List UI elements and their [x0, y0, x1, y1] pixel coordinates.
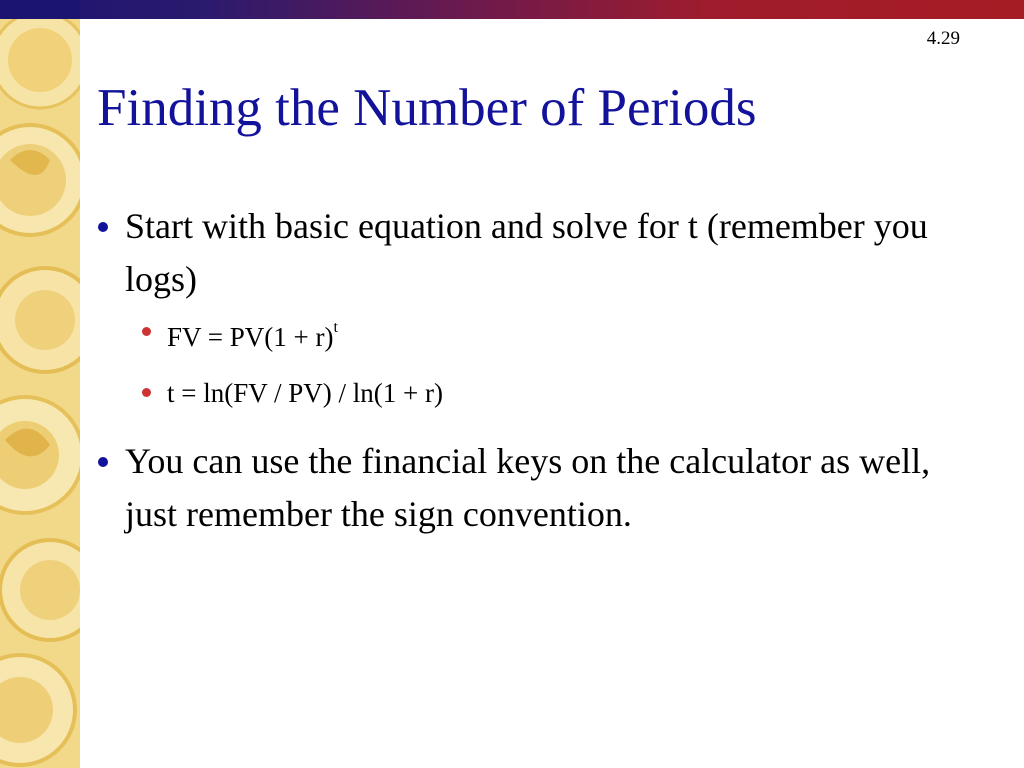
- bullet-item: [96, 200, 976, 306]
- exponent-text: t: [333, 319, 338, 336]
- bullet-dot-icon: [98, 457, 108, 467]
- sub-bullet-dot-icon: [142, 388, 151, 397]
- slide-content: [96, 200, 976, 541]
- bullet-text: Start with basic equation and solve for t (remember you logs): [125, 206, 928, 299]
- bullet-text: You can use the financial keys on the calculator as well, just remember the sign convention.: [125, 441, 931, 534]
- bullet-dot-icon: [98, 222, 108, 232]
- decorative-side-strip: [0, 0, 80, 768]
- sub-bullet-text: FV = PV(1 + r): [167, 322, 334, 352]
- top-bar-corner: [0, 0, 80, 19]
- sub-bullet-item: [96, 373, 976, 413]
- top-gradient-bar: [0, 0, 1024, 19]
- slide-number: 4.29: [926, 28, 960, 49]
- slide-title: Finding the Number of Periods: [97, 79, 757, 137]
- sub-bullet-text: t = ln(FV / PV) / ln(1 + r): [167, 378, 443, 408]
- bullet-item: [96, 435, 976, 541]
- sub-bullet-dot-icon: [142, 327, 151, 336]
- sub-bullet-item: [96, 312, 976, 357]
- coin-pattern-icon: [0, 0, 80, 768]
